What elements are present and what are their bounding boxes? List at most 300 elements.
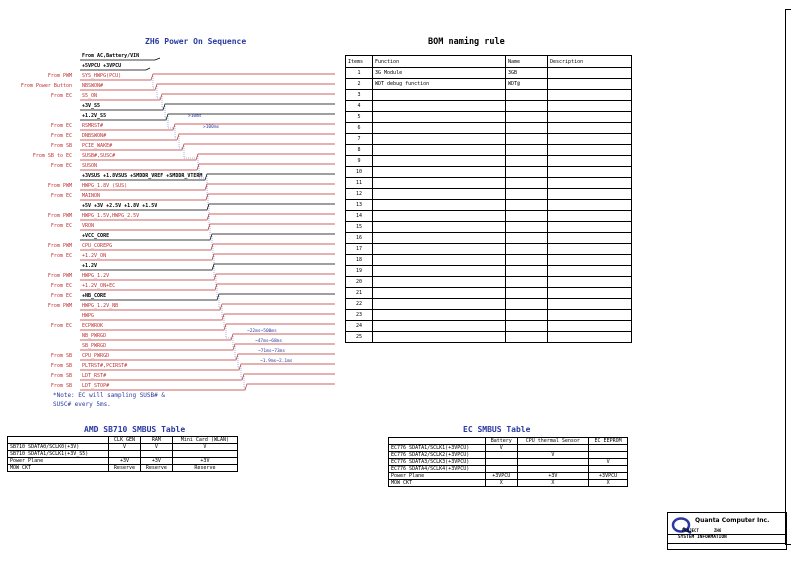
bom-row — [346, 233, 632, 244]
signal-waveform — [80, 374, 335, 380]
bom-row — [346, 112, 632, 123]
table-cell: +3VPCU — [589, 473, 628, 480]
sb-header-blank — [8, 437, 109, 444]
bom-row — [346, 266, 632, 277]
table-cell — [506, 233, 548, 244]
signal-waveform — [80, 58, 160, 60]
table-cell — [548, 321, 632, 332]
signal-name: SUSB#,SUSC# — [82, 153, 116, 159]
ec-header-ec-eeprom: EC EEPROM — [589, 438, 628, 445]
signal-source: From EC — [50, 163, 72, 169]
bom-row — [346, 321, 632, 332]
signal-waveform — [80, 204, 335, 210]
table-cell — [373, 288, 506, 299]
dependency-arrow — [157, 86, 160, 98]
table-cell: 7 — [346, 134, 373, 145]
bom-header-name: Name — [506, 56, 548, 68]
table-cell — [548, 211, 632, 222]
sb-smbus-row — [8, 465, 238, 472]
bom-row — [346, 332, 632, 343]
signal-source: From EC — [50, 123, 72, 129]
dependency-arrow — [168, 116, 173, 128]
table-cell — [589, 445, 628, 452]
table-cell — [589, 466, 628, 473]
table-cell — [373, 200, 506, 211]
signal-source: From SB — [50, 353, 72, 359]
dependency-arrow — [241, 366, 242, 378]
signal-source: From SB — [50, 383, 72, 389]
signal-name: CPU_COREPG — [82, 243, 113, 249]
dependency-arrow — [184, 146, 196, 158]
table-cell: 12 — [346, 189, 373, 200]
bom-row — [346, 101, 632, 112]
dependency-arrow — [197, 156, 198, 168]
table-cell: +3V — [109, 458, 141, 465]
signal-name: PLTRST#,PCIRST# — [82, 363, 128, 369]
signal-source: From Power Button — [20, 83, 72, 89]
table-cell: +3VPCU — [486, 473, 518, 480]
signal-waveform — [80, 354, 335, 360]
sb-smbus-row — [8, 451, 238, 458]
dependency-arrow — [153, 76, 155, 88]
table-cell — [140, 451, 172, 458]
table-cell: 15 — [346, 222, 373, 233]
signal-waveform — [80, 184, 335, 190]
ec-header-battery: Battery — [486, 438, 518, 445]
bom-row — [346, 134, 632, 145]
signal-waveform — [80, 294, 335, 300]
table-cell: WDT@ — [506, 79, 548, 90]
signal-source: From PWM — [47, 73, 72, 79]
ec-header-cpu-thermal: CPU thermal Sensor — [517, 438, 589, 445]
table-cell — [506, 332, 548, 343]
ec-header-blank — [389, 438, 486, 445]
table-cell — [548, 255, 632, 266]
power-seq-title: ZH6 Power On Sequence — [145, 37, 247, 46]
table-cell — [506, 255, 548, 266]
table-cell: +3V — [517, 473, 589, 480]
table-cell — [373, 123, 506, 134]
table-cell — [373, 255, 506, 266]
table-cell — [373, 156, 506, 167]
table-cell — [506, 310, 548, 321]
table-cell — [548, 79, 632, 90]
ec-smbus-row — [389, 473, 628, 480]
table-cell — [373, 134, 506, 145]
table-cell — [506, 222, 548, 233]
timing-annotation: ~22ms~500ms — [247, 329, 277, 334]
signal-waveform — [80, 264, 335, 270]
signal-waveform — [80, 114, 335, 120]
signal-waveform — [80, 324, 335, 330]
signal-source: From EC — [50, 193, 72, 199]
table-cell — [548, 145, 632, 156]
ec-smbus-row — [389, 466, 628, 473]
signal-name: CPU_PWRGD — [82, 353, 110, 359]
signal-source: From PWM — [47, 213, 72, 219]
ec-smbus-row — [389, 480, 628, 487]
table-cell: MOW CKT — [389, 480, 486, 487]
table-cell — [517, 459, 589, 466]
table-cell: V — [486, 445, 518, 452]
signal-name: SUSON — [82, 163, 98, 169]
table-cell — [373, 101, 506, 112]
signal-name: NBSWON# — [82, 83, 104, 89]
signal-waveform — [80, 134, 335, 140]
dependency-arrow — [235, 346, 236, 358]
bom-row — [346, 310, 632, 321]
table-cell: 10 — [346, 167, 373, 178]
table-cell: 1 — [346, 68, 373, 79]
bom-header-description: Description — [548, 56, 632, 68]
signal-waveform — [80, 344, 335, 350]
table-cell: Power Plane — [389, 473, 486, 480]
table-cell — [506, 167, 548, 178]
dependency-arrow — [212, 246, 213, 258]
table-cell: 3GB — [506, 68, 548, 79]
table-cell — [373, 222, 506, 233]
table-cell — [373, 167, 506, 178]
bom-row — [346, 79, 632, 90]
signal-source: From EC — [50, 93, 72, 99]
signal-source: From SB — [50, 363, 72, 369]
table-cell: 19 — [346, 266, 373, 277]
table-cell — [506, 288, 548, 299]
table-cell — [373, 310, 506, 321]
page-corner-mark — [785, 9, 791, 10]
table-cell — [548, 101, 632, 112]
bom-row — [346, 211, 632, 222]
signal-waveform — [80, 164, 335, 170]
table-cell: 2 — [346, 79, 373, 90]
table-cell: 22 — [346, 299, 373, 310]
signal-waveform — [80, 194, 335, 200]
table-cell: 5 — [346, 112, 373, 123]
signal-waveform — [80, 74, 335, 80]
signal-waveform — [80, 84, 335, 90]
signal-source: From PWM — [47, 183, 72, 189]
signal-name: LDT_STOP# — [82, 383, 110, 389]
sb-smbus-table — [7, 436, 238, 472]
table-cell — [506, 200, 548, 211]
table-cell — [506, 189, 548, 200]
bom-row — [346, 167, 632, 178]
signal-waveform — [80, 274, 335, 280]
table-cell: 4 — [346, 101, 373, 112]
dependency-arrow — [215, 276, 216, 288]
table-cell: SB710 SDATA1/SCLK1(+3V_S5) — [8, 451, 109, 458]
table-cell — [109, 451, 141, 458]
company-name: Quanta Computer Inc. — [695, 517, 770, 524]
table-cell — [373, 145, 506, 156]
table-cell — [548, 299, 632, 310]
signal-name: ECPWROK — [82, 323, 104, 329]
bom-header-items: Items — [346, 56, 373, 68]
bom-row — [346, 123, 632, 134]
bom-row — [346, 288, 632, 299]
table-cell: Reserve — [109, 465, 141, 472]
title-block-footer — [667, 543, 787, 550]
table-cell: 17 — [346, 244, 373, 255]
signal-name: +1.2V — [82, 263, 98, 269]
dependency-arrow — [211, 236, 212, 248]
signal-waveform — [80, 384, 335, 390]
signal-name: +5V +3V +2.5V +1.8V +1.5V — [82, 203, 158, 209]
signal-waveform — [80, 214, 335, 220]
table-cell: SB710 SDATA0/SCLK0(+3V) — [8, 444, 109, 451]
table-cell: 14 — [346, 211, 373, 222]
dependency-arrow — [238, 356, 239, 368]
table-cell — [548, 90, 632, 101]
table-cell — [506, 134, 548, 145]
signal-source: From EC — [50, 323, 72, 329]
signal-waveform — [80, 334, 335, 340]
table-cell — [486, 459, 518, 466]
table-cell — [373, 90, 506, 101]
table-cell — [548, 277, 632, 288]
page-corner-mark — [785, 544, 791, 545]
sampling-note-line-1: *Note: EC will sampling SUSB# & — [53, 392, 165, 399]
timing-annotation: ~71ms~73ms — [258, 349, 286, 354]
table-cell — [373, 332, 506, 343]
signal-waveform — [80, 68, 150, 70]
dependency-arrow — [207, 196, 208, 208]
signal-name: NB_PWRGD — [82, 333, 107, 339]
table-cell — [548, 310, 632, 321]
signal-waveform — [80, 284, 335, 290]
signal-name: VRON — [82, 223, 95, 229]
table-cell: V — [517, 452, 589, 459]
table-cell: V — [109, 444, 141, 451]
signal-waveform — [80, 224, 335, 230]
signal-waveform — [80, 254, 335, 260]
table-cell — [506, 178, 548, 189]
table-cell — [506, 266, 548, 277]
table-cell — [548, 233, 632, 244]
table-cell — [373, 112, 506, 123]
table-cell: X — [589, 480, 628, 487]
table-cell — [373, 277, 506, 288]
signal-waveform — [80, 154, 335, 160]
table-cell: WDT debug function — [373, 79, 506, 90]
table-cell — [373, 299, 506, 310]
table-cell: X — [517, 480, 589, 487]
sb-smbus-row — [8, 458, 238, 465]
signal-name: S5_ON — [82, 93, 98, 99]
table-cell — [506, 90, 548, 101]
signal-waveform — [80, 314, 335, 320]
sheet-title: SYSTEM INFORMATION — [678, 535, 727, 540]
table-cell: V — [589, 459, 628, 466]
bom-row — [346, 299, 632, 310]
table-cell: EC776 SDATA2/SCLK2(+3VPCU) — [389, 452, 486, 459]
table-cell: +3V — [140, 458, 172, 465]
signal-name: HWPG_1.2V — [82, 273, 110, 279]
table-cell — [548, 112, 632, 123]
signal-name: HWPG — [82, 313, 95, 319]
sb-header-clk-gen: CLK GEN — [109, 437, 141, 444]
project-name: ZH6 — [714, 528, 722, 533]
table-cell — [373, 178, 506, 189]
table-cell — [486, 466, 518, 473]
sampling-note-line-2: SUSC# every 5ms. — [53, 401, 111, 408]
bom-header-function: Function — [373, 56, 506, 68]
signal-waveform — [80, 304, 335, 310]
timing-annotation: ~47ms~68ms — [255, 339, 283, 344]
table-cell — [506, 123, 548, 134]
table-cell — [548, 288, 632, 299]
signal-source: From EC — [50, 293, 72, 299]
ec-smbus-row — [389, 459, 628, 466]
timing-annotation: ~1.9ms~2.1ms — [260, 359, 293, 364]
signal-name: RSMRST# — [82, 123, 104, 129]
table-cell: Power Plane — [8, 458, 109, 465]
signal-source: From PWM — [47, 303, 72, 309]
table-cell — [506, 299, 548, 310]
table-cell — [548, 266, 632, 277]
sb-header-ram: RAM — [140, 437, 172, 444]
table-cell: 21 — [346, 288, 373, 299]
table-cell — [548, 222, 632, 233]
table-cell: +3V — [172, 458, 237, 465]
sb-header-mini-card: Mini Card (WLAN) — [172, 437, 237, 444]
table-cell: 18 — [346, 255, 373, 266]
signal-name: HWPG_1.5V,HWPG_2.5V — [82, 213, 140, 219]
dependency-arrow — [165, 106, 166, 118]
bom-row — [346, 90, 632, 101]
signal-source: From SB to EC — [32, 153, 72, 159]
signal-name: +VCC_CORE — [82, 233, 110, 239]
bom-row — [346, 178, 632, 189]
ec-smbus-title: EC SMBUS Table — [463, 425, 531, 434]
signal-waveform — [80, 364, 335, 370]
signal-name: LDT_RST# — [82, 373, 107, 379]
dependency-arrow — [179, 136, 182, 148]
bom-row — [346, 156, 632, 167]
table-cell — [548, 134, 632, 145]
table-cell — [517, 466, 589, 473]
project-label: PROJECT — [682, 528, 699, 533]
table-cell: 3G Module — [373, 68, 506, 79]
table-cell — [373, 321, 506, 332]
timing-annotation: >100ms — [203, 125, 220, 130]
table-cell: 6 — [346, 123, 373, 134]
table-cell: EC776 SDATA3/SCLK3(+3VPCU) — [389, 459, 486, 466]
table-cell: 8 — [346, 145, 373, 156]
table-cell — [548, 189, 632, 200]
signal-source: From SB — [50, 373, 72, 379]
sb-smbus-row — [8, 444, 238, 451]
table-cell — [506, 244, 548, 255]
table-cell: MOW CKT — [8, 465, 109, 472]
table-cell: 24 — [346, 321, 373, 332]
ec-smbus-row — [389, 452, 628, 459]
table-cell: EC776 SDATA1/SCLK1(+3VPCU) — [389, 445, 486, 452]
table-cell: V — [140, 444, 172, 451]
signal-source: From EC — [50, 283, 72, 289]
table-cell — [548, 178, 632, 189]
table-cell — [172, 451, 237, 458]
signal-name: SB_PWRGD — [82, 343, 107, 349]
table-cell: 3 — [346, 90, 373, 101]
signal-name: +5VPCU +3VPCU — [82, 63, 122, 69]
timing-annotation: >10ms — [188, 114, 202, 119]
table-cell — [506, 145, 548, 156]
table-cell — [548, 200, 632, 211]
bom-row — [346, 255, 632, 266]
ec-smbus-row — [389, 445, 628, 452]
table-cell: 13 — [346, 200, 373, 211]
table-cell: 20 — [346, 277, 373, 288]
signal-name: From AC,Battery/VIN — [82, 53, 140, 59]
signal-waveform — [80, 104, 335, 110]
table-cell — [373, 211, 506, 222]
signal-name: HWPG_1.2V_NB — [82, 303, 119, 309]
table-cell — [506, 211, 548, 222]
bom-table — [345, 55, 632, 343]
table-cell: V — [172, 444, 237, 451]
table-cell — [373, 233, 506, 244]
dependency-arrow — [162, 96, 163, 108]
table-cell — [548, 156, 632, 167]
signal-name: +1.2V_S5 — [82, 113, 107, 119]
signal-name: MAINON — [82, 193, 101, 199]
signal-name: HWPG_1.8V (SUS) — [82, 183, 128, 189]
table-cell — [506, 112, 548, 123]
table-cell: 9 — [346, 156, 373, 167]
table-cell — [373, 266, 506, 277]
table-cell: 25 — [346, 332, 373, 343]
table-cell: 23 — [346, 310, 373, 321]
table-cell — [548, 332, 632, 343]
page-border-right — [785, 9, 786, 544]
table-cell — [589, 452, 628, 459]
table-cell — [517, 445, 589, 452]
bom-row — [346, 68, 632, 79]
sb-smbus-title: AMD SB710 SMBUS Table — [84, 425, 186, 434]
dependency-arrow — [175, 126, 177, 138]
bom-row — [346, 222, 632, 233]
signal-waveform — [80, 144, 335, 150]
signal-name: SYS_HWPG(PCU) — [82, 73, 122, 79]
signal-source: From EC — [50, 223, 72, 229]
table-cell — [548, 123, 632, 134]
signal-name: +3V_S5 — [82, 103, 101, 109]
table-cell — [548, 244, 632, 255]
signal-name: PCIE_WAKE# — [82, 143, 113, 149]
table-cell — [373, 189, 506, 200]
signal-source: From EC — [50, 133, 72, 139]
table-cell — [506, 321, 548, 332]
table-cell — [506, 156, 548, 167]
signal-name: +1.2V_ON — [82, 253, 107, 259]
signal-waveform — [80, 174, 335, 180]
signal-waveform — [80, 244, 335, 250]
bom-row — [346, 145, 632, 156]
table-cell — [506, 101, 548, 112]
signal-name: +NB_CORE — [82, 293, 107, 299]
bom-row — [346, 200, 632, 211]
signal-source: From SB — [50, 143, 72, 149]
table-cell — [506, 277, 548, 288]
table-cell — [548, 167, 632, 178]
bom-row — [346, 277, 632, 288]
signal-waveform — [80, 94, 335, 100]
table-cell: 16 — [346, 233, 373, 244]
table-cell — [373, 244, 506, 255]
signal-source: From PWM — [47, 243, 72, 249]
signal-source: From PWM — [47, 273, 72, 279]
